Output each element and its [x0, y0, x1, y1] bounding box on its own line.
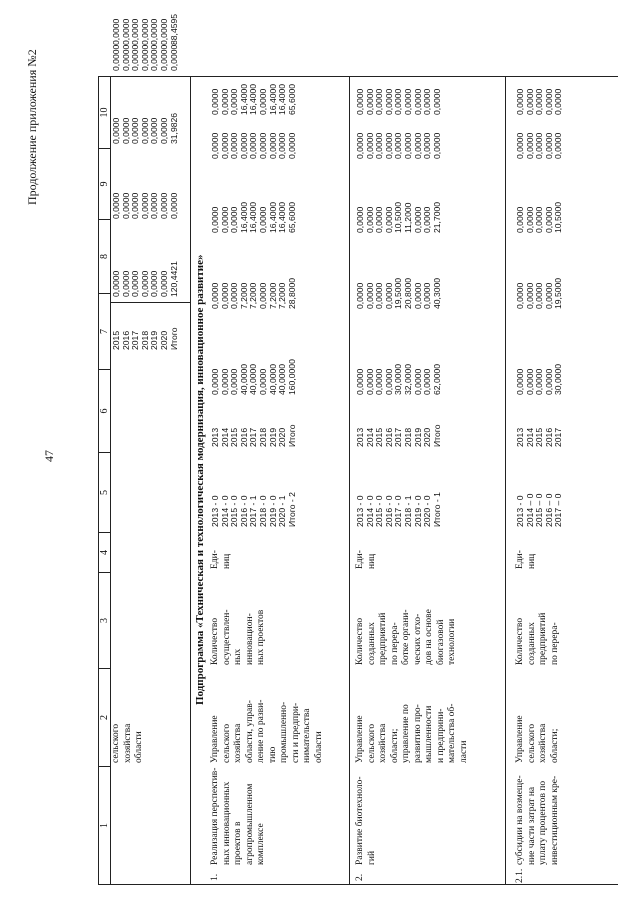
- years-cell: 2015 2016 2017 2018 2019 2020 Итого: [111, 327, 179, 350]
- row-divider: [349, 77, 350, 885]
- amount-cell: 0,0000 0,0000 0,0000 40,0000 40,0000 0,0000 40,0000 40,0000 160,0000: [210, 359, 297, 395]
- unit-cell: Еди- ниц: [210, 550, 232, 569]
- amount-cell: 0,0000 0,0000 0,0000 0,0000 0,0000: [515, 132, 564, 159]
- column-number-row: [98, 76, 111, 885]
- row-number: 1.: [210, 873, 220, 881]
- amount-cell: 0,0000 0,0000 0,0000 0,0000 0,0000 0,0000 0,0000 0,0000 0,0000: [210, 132, 297, 159]
- table-border-left: [98, 884, 618, 885]
- measure-name: Развитие биотехноло- гий: [355, 776, 377, 865]
- amount-cell: 0,0000 0,0000 0,0000 0,0000 0,0000 0,0000 0,0000: [111, 192, 179, 219]
- amount-cell: 0,0000 0,0000 0,0000 16,4000 16,4000 0,0000 16,4000 16,4000 65,6000: [210, 83, 297, 115]
- table-border-right: [98, 76, 618, 77]
- plan-cell: 2013 - 0 2014 – 0 2015 – 0 2016 – 0 2017 – 0: [515, 493, 564, 527]
- row-number: 2.: [355, 873, 365, 881]
- executor-cell: Управление сельского хозяйства области;: [515, 715, 560, 763]
- column-divider: [110, 302, 190, 303]
- executor-cell: сельского хозяйства области: [111, 723, 144, 763]
- continuation-label: Продолжение приложения №2: [25, 49, 39, 205]
- column-number: 10: [99, 77, 111, 149]
- column-number: 8: [99, 220, 111, 294]
- unit-cell: Еди- ниц: [515, 550, 537, 569]
- amount-cell: 0,0000 0,0000 0,0000 0,0000 0,0000 0,0000 31,9826: [111, 112, 179, 144]
- amount-cell: 0,0000 0,0000 0,0000 0,0000 19,5000: [515, 277, 564, 309]
- amount-cell: 0,0000 0,0000 0,0000 7,2000 7,2000 0,0000 7,2000 7,2000 28,8000: [210, 277, 297, 309]
- row-divider: [505, 77, 506, 885]
- amount-cell: 0,0000 0,0000 0,0000 0,0000 30,0000: [515, 363, 564, 395]
- amount-cell: 0,0000 0,0000 0,0000 0,0000 30,0000 32,0000 0,0000 0,0000 62,0000: [355, 363, 442, 395]
- plan-cell: 2013 - 0 2014 - 0 2015 - 0 2016 - 0 2017 - 0 2018 - 1 2019 - 0 2020 - 0 Итого - 1: [355, 492, 442, 527]
- years-cell: 2013 2014 2015 2016 2017: [515, 427, 564, 447]
- column-number: 4: [99, 533, 111, 573]
- row-number: 2.1.: [515, 868, 525, 883]
- plan-cell: 2013 - 0 2014 - 0 2015 - 0 2016 - 0 2017 - 1 2018 - 0 2019 - 0 2020 - 1 Итого - 2: [210, 492, 297, 527]
- amount-cell: 0,0000 0,0000 0,0000 0,0000 0,0000 0,0000 0,0000 0,0000 0,0000: [355, 88, 442, 115]
- amount-cell: 0,0000 0,0000 0,0000 0,0000 10,5000: [515, 201, 564, 233]
- column-number: 3: [99, 573, 111, 669]
- column-number: 1: [99, 767, 111, 885]
- indicator-cell: Количество созданных предприятий по перера-: [515, 612, 560, 665]
- column-number: 9: [99, 149, 111, 220]
- indicator-cell: Количество созданных предприятий по перера- ботке органи- ческих отхо- дов на основе биогазовой технологии: [355, 609, 457, 665]
- years-cell: 2013 2014 2015 2016 2017 2018 2019 2020 Итого: [355, 424, 442, 447]
- executor-cell: Управление сельского хозяйства области, управ- ление по разви- тию промышленно- сти и предпри- нимательства области: [210, 699, 324, 763]
- column-number: 6: [99, 370, 111, 453]
- amount-cell: 0,0000 0,0000 0,0000 16,4000 16,4000 0,0000 16,4000 16,4000 65,6000: [210, 201, 297, 233]
- executor-cell: Управление сельского хозяйства области; управление по развитию про- мышленности и предприни- мательства об- ласти: [355, 703, 469, 763]
- unit-cell: Еди- ниц: [355, 550, 377, 569]
- column-number: 5: [99, 453, 111, 533]
- years-cell: 2013 2014 2015 2016 2017 2018 2019 2020 Итого: [210, 424, 297, 447]
- amount-cell: 0,0000 0,0000 0,0000 0,0000 0,0000 0,0000 0,0000: [111, 44, 179, 71]
- indicator-cell: Количество осуществлен- ных инновацион- ных проектов: [210, 609, 266, 665]
- amount-cell: 0,0000 0,0000 0,0000 0,0000 0,0000 0,0000 120,4421: [111, 261, 179, 297]
- amount-cell: 0,0000 0,0000 0,0000 0,0000 19,5000 20,8000 0,0000 0,0000 40,3000: [355, 277, 442, 309]
- row-divider: [190, 77, 191, 885]
- amount-cell: 0,0000 0,0000 0,0000 0,0000 0,0000 0,0000 0,0000 0,0000 0,0000: [355, 132, 442, 159]
- amount-cell: 0,0000 0,0000 0,0000 0,0000 0,0000: [515, 88, 564, 115]
- column-number: 7: [99, 294, 111, 370]
- measure-name: субсидии на возмеще- ние части затрат на уплату процентов по инвестиционным кре-: [515, 775, 560, 865]
- subprogram-title: Подпрограмма «Техническая и технологическая модернизация, инновационное развитие»: [194, 254, 206, 705]
- column-number: 2: [99, 669, 111, 767]
- measure-name: Реализация перспектив- ных инновационных проектов в агропромышленном комплексе: [210, 767, 266, 865]
- amount-cell: 0,0000 0,0000 0,0000 0,0000 10,5000 11,2000 0,0000 0,0000 21,7000: [355, 201, 442, 233]
- amount-cell: 0,0000 0,0000 0,0000 0,0000 0,0000 0,0000 88,4595: [111, 13, 179, 45]
- page-number: 47: [42, 450, 56, 462]
